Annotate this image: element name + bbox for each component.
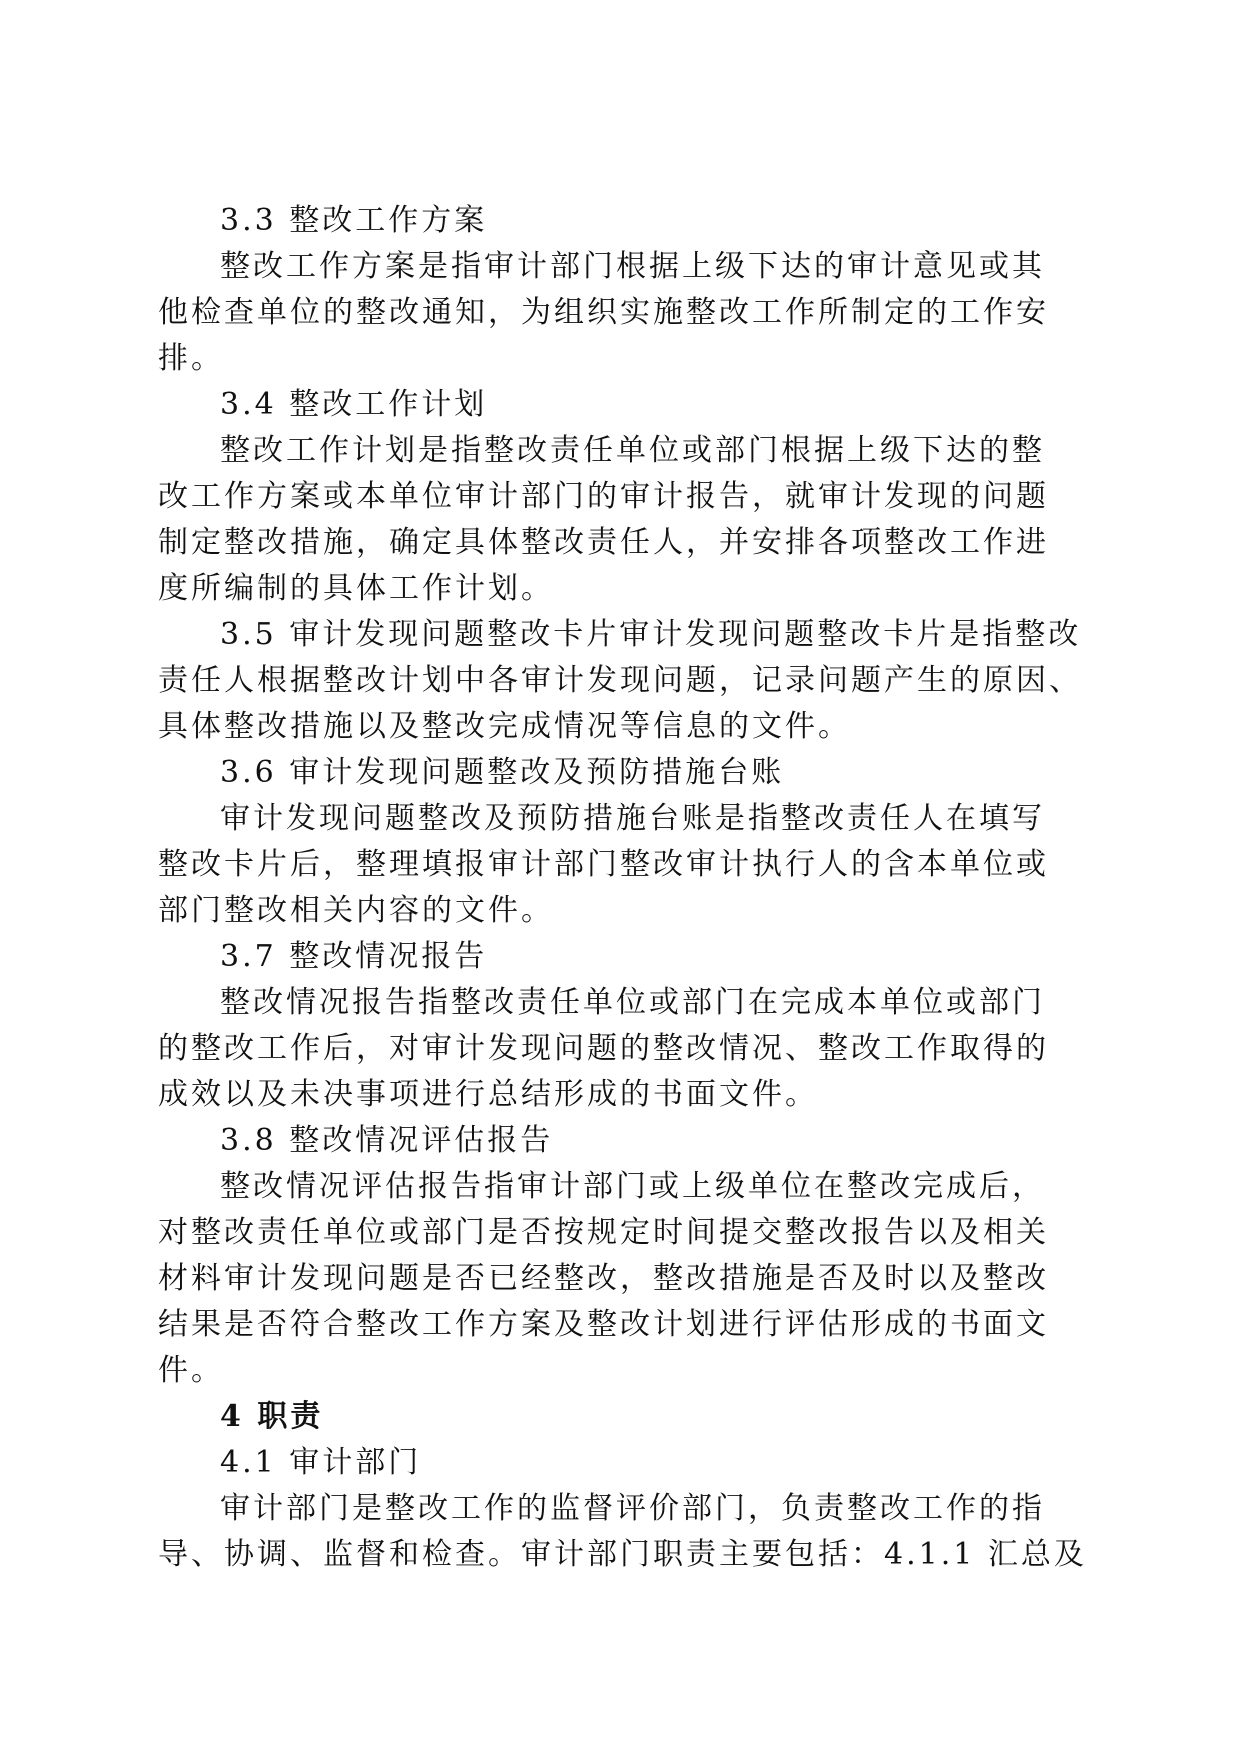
paragraph-line: 改工作方案或本单位审计部门的审计报告，就审计发现的问题 [158,479,1049,514]
section-heading: 3.7 整改情况报告 [220,939,488,974]
paragraph-line: 责任人根据整改计划中各审计发现问题，记录问题产生的原因、 [158,663,1082,698]
chapter-heading: 4 职责 [220,1399,324,1434]
paragraph-line: 排。 [158,341,224,376]
paragraph-line: 审计部门是整改工作的监督评价部门，负责整改工作的指 [220,1491,1045,1526]
paragraph-line: 导、协调、监督和检查。审计部门职责主要包括：4.1.1 汇总及 [158,1537,1087,1572]
section-heading: 4.1 审计部门 [220,1445,422,1480]
paragraph-line: 他检查单位的整改通知，为组织实施整改工作所制定的工作安 [158,295,1049,330]
paragraph-line: 整改情况评估报告指审计部门或上级单位在整改完成后， [220,1169,1045,1204]
paragraph-line: 整改情况报告指整改责任单位或部门在完成本单位或部门 [220,985,1045,1020]
paragraph-line: 成效以及未决事项进行总结形成的书面文件。 [158,1077,818,1112]
paragraph-line: 度所编制的具体工作计划。 [158,571,554,606]
section-heading: 3.8 整改情况评估报告 [220,1123,554,1158]
paragraph-line: 的整改工作后，对审计发现问题的整改情况、整改工作取得的 [158,1031,1049,1066]
paragraph-line: 3.5 审计发现问题整改卡片审计发现问题整改卡片是指整改 [220,617,1082,652]
paragraph-line: 部门整改相关内容的文件。 [158,893,554,928]
paragraph-line: 整改工作方案是指审计部门根据上级下达的审计意见或其 [220,249,1045,284]
paragraph-line: 整改工作计划是指整改责任单位或部门根据上级下达的整 [220,433,1045,468]
paragraph-line: 件。 [158,1353,224,1388]
paragraph-line: 材料审计发现问题是否已经整改，整改措施是否及时以及整改 [158,1261,1049,1296]
section-heading: 3.4 整改工作计划 [220,387,488,422]
paragraph-line: 结果是否符合整改工作方案及整改计划进行评估形成的书面文 [158,1307,1049,1342]
section-heading: 3.6 审计发现问题整改及预防措施台账 [220,755,785,790]
paragraph-line: 具体整改措施以及整改完成情况等信息的文件。 [158,709,851,744]
paragraph-line: 审计发现问题整改及预防措施台账是指整改责任人在填写 [220,801,1045,836]
paragraph-line: 对整改责任单位或部门是否按规定时间提交整改报告以及相关 [158,1215,1049,1250]
paragraph-line: 制定整改措施，确定具体整改责任人，并安排各项整改工作进 [158,525,1049,560]
section-heading: 3.3 整改工作方案 [220,203,488,238]
paragraph-line: 整改卡片后，整理填报审计部门整改审计执行人的含本单位或 [158,847,1049,882]
